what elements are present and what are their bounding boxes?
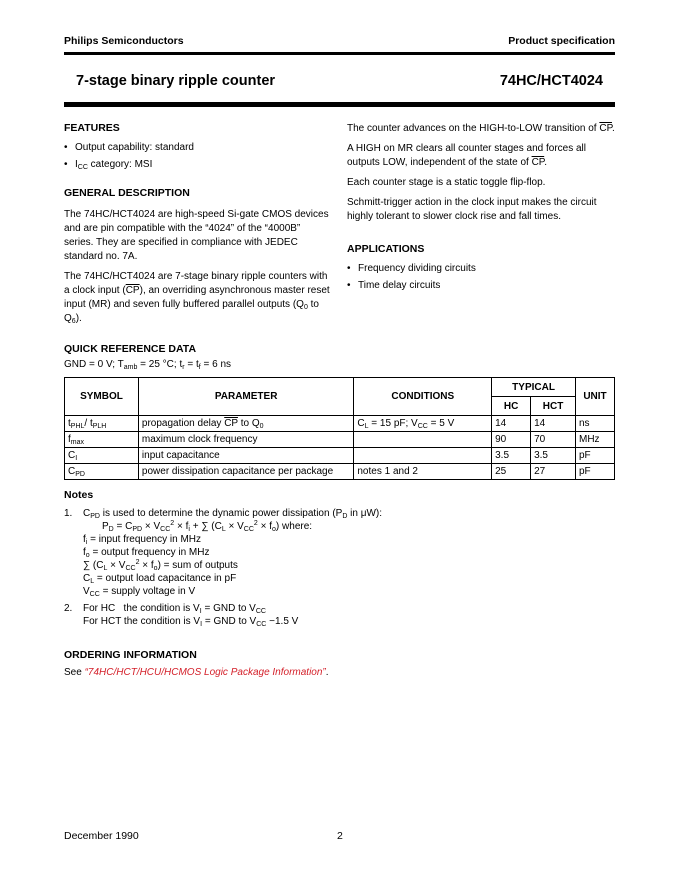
cell-unit: pF [576,464,615,480]
general-description-p1: The 74HC/HCT4024 are high-speed Si-gate CMOS devices and are pin compatible with the “4024” of the “4000B” series. They are specified in compliance with JEDEC standard no. 7A. [64,209,329,262]
cell-unit: pF [576,448,615,464]
cell-parameter: propagation delay $\overline{CP}$ to $Q_0$ [138,416,353,432]
cell-unit: ns [576,416,615,432]
cell-conditions: $C_L = 15$ pF; $V_{CC} = 5$ V [354,416,492,432]
features-heading: FEATURES [64,122,120,134]
qrd-conditions: GND = 0 V; $T_{amb} = 25$ °C; $t_r = t_f = 6$ ns [64,359,232,371]
cell-conditions [354,432,492,448]
col-symbol: SYMBOL [65,378,139,416]
def-fi: $f_i$ = input frequency in MHz [83,534,202,546]
cell-parameter: power dissipation capacitance per package [138,464,353,480]
general-description-p2: The 74HC/HCT4024 are 7-stage binary ripple counters with a clock input $(\overline{CP})$, an overriding asynchronous master reset input (MR) and seven fully buffered parallel outputs ($Q_0$ to $Q_6$). [64,271,330,325]
cell-symbol: $C_{PD}$ [65,464,139,480]
list-item: • Output capability: standard [64,139,330,156]
col-unit: UNIT [576,378,615,416]
general-description-heading: GENERAL DESCRIPTION [64,187,190,199]
features-list [64,139,330,173]
col-typical: TYPICAL [492,378,576,397]
col-hct: HCT [531,397,576,416]
cell-conditions: notes 1 and 2 [354,464,492,480]
def-cl: $C_L$ = output load capacitance in pF [83,573,237,585]
cell-conditions [354,448,492,464]
list-item: • Time delay circuits [347,277,615,294]
power-equation: $P_D = C_{PD} \times V_{CC}^2 \times f_i$ + ∑ $(C_L \times V_{CC}^2 \times f_o)$ where: [102,520,313,533]
col-parameter: PARAMETER [138,378,353,416]
cell-symbol: $f_{max}$ [65,432,139,448]
table-row [65,448,615,464]
cell-hct: 70 [531,432,576,448]
part-number: 74HC/HCT4024 [499,73,603,89]
cell-parameter: input capacitance [138,448,353,464]
page-title: 7-stage binary ripple counter [76,73,276,89]
right-p2: A HIGH on MR clears all counter stages and forces all outputs LOW, independent of the state of $\overline{CP}$. [347,143,586,168]
notes-heading: Notes [64,489,94,501]
list-item: • $I_{CC}$ category: MSI [64,156,330,173]
table-row [65,416,615,432]
list-item: • Frequency dividing circuits [347,260,615,277]
def-vcc: $V_{CC}$ = supply voltage in V [83,586,196,598]
cell-hc: 90 [492,432,531,448]
cell-hct: 3.5 [531,448,576,464]
qrd-heading: QUICK REFERENCE DATA [64,343,197,355]
table-row [65,432,615,448]
def-sum: ∑ $(C_L \times V_{CC}^2 \times f_o)$ = sum of outputs [83,559,238,572]
header-rule [64,52,615,55]
qrd-table [64,377,615,480]
title-rule [64,102,615,107]
footer-date: December 1990 [64,830,139,842]
ordering-heading: ORDERING INFORMATION [64,649,197,661]
col-hc: HC [492,397,531,416]
cell-hc: 3.5 [492,448,531,464]
cell-parameter: maximum clock frequency [138,432,353,448]
right-column [347,122,615,294]
package-info-link[interactable]: “74HC/HCT/HCU/HCMOS Logic Package Information” [84,667,326,678]
ordering-text: See “74HC/HCT/HCU/HCMOS Logic Package Information”. [64,667,329,678]
col-conditions: CONDITIONS [354,378,492,416]
cell-hct: 27 [531,464,576,480]
note-2: 2. For HC the condition is $V_I$ = GND to $V_{CC}$ For HCT the condition is $V_I$ = GND to $V_{CC} -1.5$ V [64,603,299,628]
cell-hc: 14 [492,416,531,432]
doc-type: Product specification [508,35,615,47]
applications-heading: APPLICATIONS [347,243,425,255]
cell-unit: MHz [576,432,615,448]
note-1: 1. $C_{PD}$ is used to determine the dynamic power dissipation ($P_D$ in μW): $P_D = C_{PD} \times V_{CC}^2 \times f_i$ + ∑ $(C_L \times V_{CC}^2 \times f_o)$ where: $f_i$ = input frequency in MHz $f_o$ = output frequency in MHz ∑ $(C_L \times V_{CC}^2 \times f_o)$ = sum of outputs $C_L$ = output load capacitance in pF $V_{CC}$ = supply voltage in V [64,507,615,598]
table-row [65,464,615,480]
cell-symbol: $C_I$ [65,448,139,464]
cell-hct: 14 [531,416,576,432]
applications-list [347,260,615,294]
page-number: 2 [337,830,343,842]
cell-symbol: $t_{PHL}/$ $t_{PLH}$ [65,416,139,432]
company-name: Philips Semiconductors [64,35,184,47]
def-fo: $f_o$ = output frequency in MHz [83,547,210,559]
left-column [64,122,330,326]
right-p4: Schmitt-trigger action in the clock input makes the circuit highly tolerant to slower clock rise and fall times. [347,197,597,222]
cell-hc: 25 [492,464,531,480]
right-p1: The counter advances on the HIGH-to-LOW transition of $\overline{CP}$. [347,123,615,134]
right-p3: Each counter stage is a static toggle flip-flop. [347,177,546,188]
notes-block [64,507,615,628]
